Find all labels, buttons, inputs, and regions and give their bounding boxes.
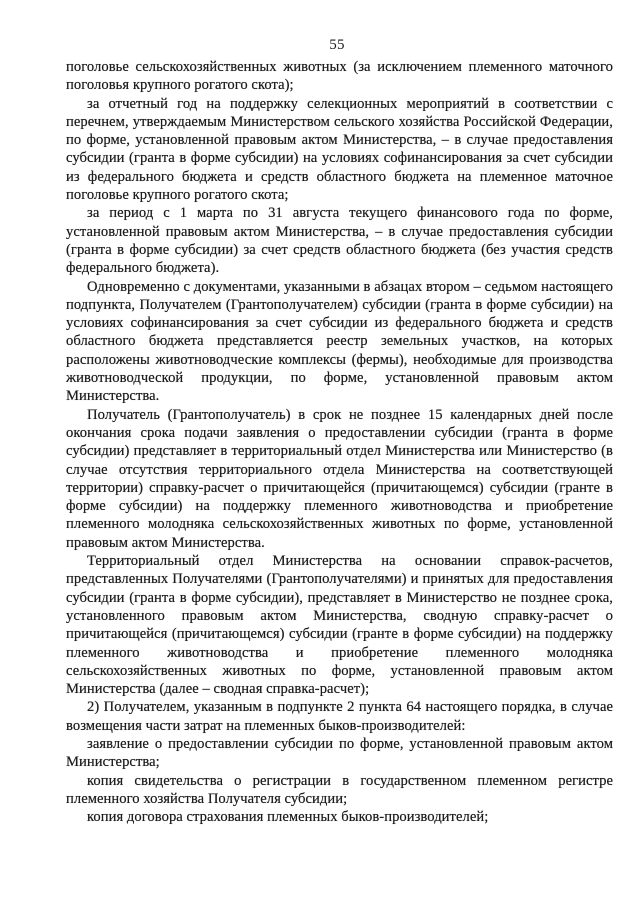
paragraph-continuation: поголовье сельскохозяйственных животных (за исключением племенного маточного поголовья крупного рогатого скота); bbox=[66, 59, 613, 94]
paragraph: Получатель (Грантополучатель) в срок не позднее 15 календарных дней после окончания срока подачи заявления о предоставлении субсидии (гранта в форме субсидии) представляет в территориальный отдел Министерства или Министерство (в случае отсутствия территориального отдела Министерства на соответствующей территории) справку-расчет о причитающейся (причитающемся) субсидии (гранте в форме субсидии) на поддержку племенного животноводства и приобретение племенного молодняка сельскохозяйственных животных по форме, установленной правовым актом Министерства. bbox=[66, 406, 613, 551]
paragraph: за период с 1 марта по 31 августа текущего финансового года по форме, установленной правовым актом Министерства, – в случае предоставления субсидии (гранта в форме субсидии) за счет средств областного бюджета (без участия средств федерального бюджета). bbox=[66, 205, 613, 277]
page-body-text bbox=[66, 58, 613, 826]
paragraph: копия свидетельства о регистрации в государственном племенном регистре племенного хозяйства Получателя субсидии; bbox=[66, 772, 613, 807]
paragraph: за отчетный год на поддержку селекционных мероприятий в соответствии с перечнем, утверждаемым Министерством сельского хозяйства Российской Федерации, по форме, установленной правовым актом Министерства, – в случае предоставления субсидии (гранта в форме субсидии) на условиях софинансирования за счет субсидии из федерального бюджета и средств областного бюджета на племенное маточное поголовье крупного рогатого скота; bbox=[66, 95, 613, 204]
paragraph: Одновременно с документами, указанными в абзацах втором – седьмом настоящего подпункта, Получателем (Грантополучателем) субсидии (гранта в форме субсидии) на условиях софинансирования за счет субсидии из федерального бюджета и средств областного бюджета представляется реестр земельных участков, на которых расположены животноводческие комплексы (фермы), необходимые для производства животноводческой продукции, по форме, установленной правовым актом Министерства. bbox=[66, 278, 613, 405]
paragraph: копия договора страхования племенных быков-производителей; bbox=[87, 809, 489, 826]
paragraph: Территориальный отдел Министерства на основании справок-расчетов, представленных Получателями (Грантополучателями) и принятых для предоставления субсидии (гранта в форме субсидии), представляет в Министерство не позднее срока, установленного правовым актом Министерства, сводную справку-расчет о причитающейся (причитающемся) субсидии (гранте в форме субсидии) на поддержку племенного животноводства и приобретение племенного молодняка сельскохозяйственных животных по форме, установленной правовым актом Министерства (далее – сводная справка-расчет); bbox=[66, 553, 613, 698]
paragraph: заявление о предоставлении субсидии по форме, установленной правовым актом Министерства; bbox=[66, 735, 613, 771]
paragraph: 2) Получателем, указанным в подпункте 2 пункта 64 настоящего порядка, в случае возмещения части затрат на племенных быков-производителей: bbox=[66, 699, 613, 734]
page-number: 55 bbox=[329, 37, 345, 53]
